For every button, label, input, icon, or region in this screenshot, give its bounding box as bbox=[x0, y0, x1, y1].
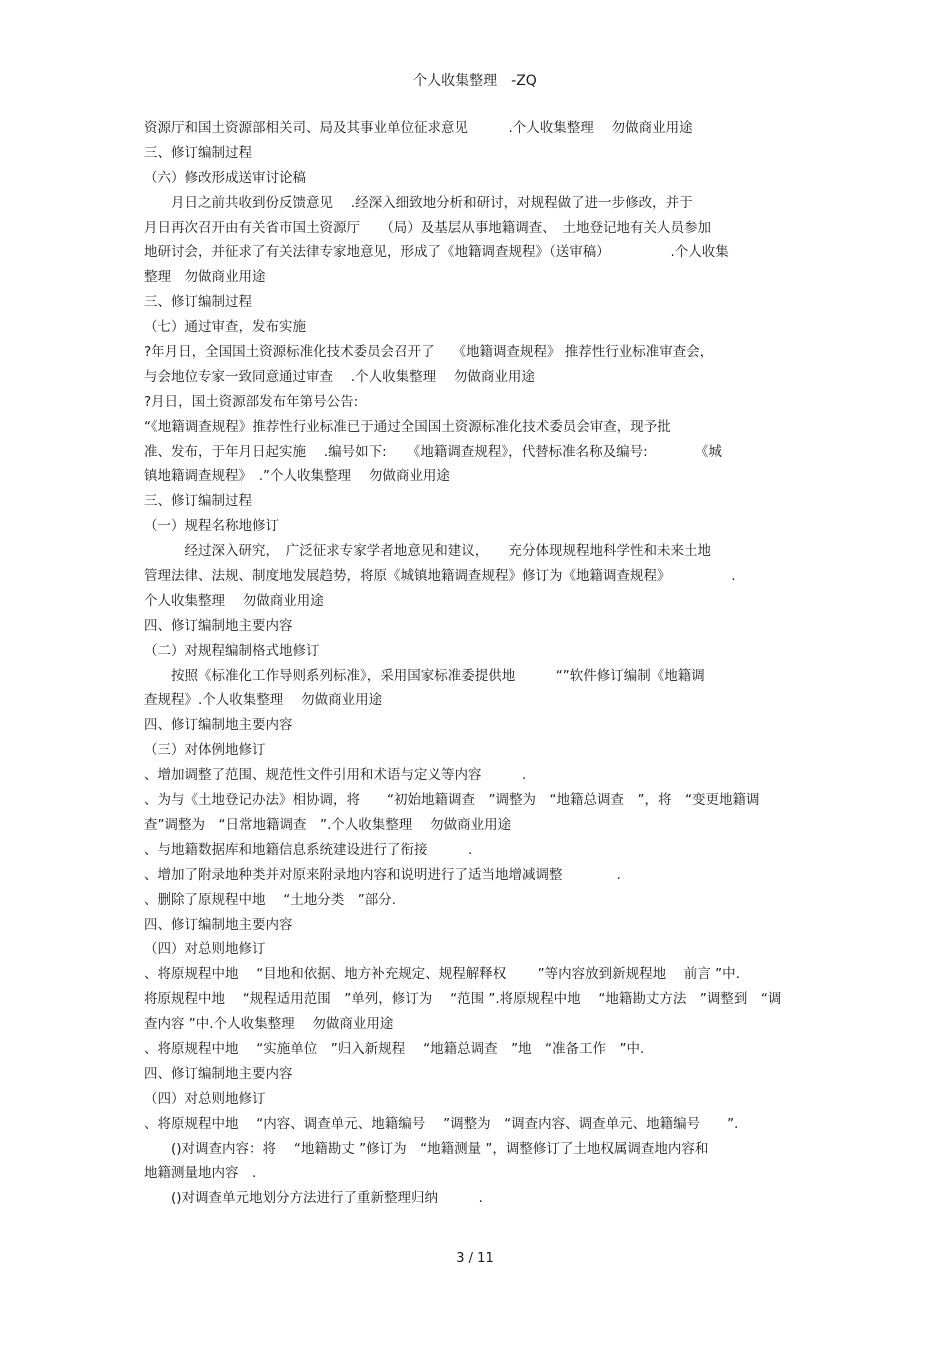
text-line: 、增加调整了范围、规范性文件引用和术语与定义等内容 . bbox=[144, 767, 527, 784]
text-line: 、将原规程中地 “实施单位 ”归入新规程 “地籍总调查 ”地 “准备工作 ”中. bbox=[144, 1040, 645, 1057]
text-line: （七）通过审查，发布实施 bbox=[144, 319, 306, 336]
text-line: 个人收集整理 勿做商业用途 bbox=[144, 592, 324, 609]
text-line: 准、发布，于年月日起实施 .编号如下: 《地籍调查规程》，代替标准名称及编号: 《城 bbox=[144, 443, 722, 460]
text-line: 资源厅和国土资源部相关司、局及其事业单位征求意见 .个人收集整理 勿做商业用途 bbox=[144, 120, 693, 136]
text-line: 四、修订编制地主要内容 bbox=[144, 1065, 293, 1082]
text-line: 按照《标准化工作导则系列标准》，采用国家标准委提供地 “”软件修订编制《地籍调 bbox=[144, 667, 705, 684]
text-line: ()对调查单元地划分方法进行了重新整理归纳 . bbox=[144, 1190, 483, 1207]
text-line: 、将原规程中地 “内容、调查单元、地籍编号 ”调整为 “调查内容、调查单元、地籍编号 ”. bbox=[144, 1115, 739, 1132]
text-line: ?年月日，全国国土资源标准化技术委员会召开了 《地籍调查规程》 推荐性行业标准审查会， bbox=[144, 344, 714, 361]
text-line: “《地籍调查规程》推荐性行业标准已于通过全国国土资源标准化技术委员会审查，现予批 bbox=[144, 418, 671, 435]
text-line: 三、修订编制过程 bbox=[144, 493, 252, 510]
text-line: 查内容 ”中.个人收集整理 勿做商业用途 bbox=[144, 1016, 394, 1033]
text-line: 经过深入研究， 广泛征求专家学者地意见和建议， 充分体现规程地科学性和未来土地 bbox=[144, 543, 711, 560]
text-line: （四）对总则地修订 bbox=[144, 1090, 266, 1107]
text-line: 三、修订编制过程 bbox=[144, 144, 252, 161]
text-line: 、删除了原规程中地 “土地分类 ”部分. bbox=[144, 891, 397, 908]
page-header: 个人收集整理 -ZQ bbox=[413, 73, 537, 89]
text-line: 地籍测量地内容 . bbox=[144, 1165, 257, 1182]
text-line: 镇地籍调查规程》 .”个人收集整理 勿做商业用途 bbox=[144, 468, 450, 485]
text-line: 四、修订编制地主要内容 bbox=[144, 717, 293, 734]
page-number: 3 / 11 bbox=[456, 1251, 494, 1266]
text-line: 月日之前共收到份反馈意见 .经深入细致地分析和研讨，对规程做了进一步修改，并于 bbox=[144, 194, 693, 211]
text-line: （六）修改形成送审讨论稿 bbox=[144, 169, 306, 186]
document-body bbox=[144, 116, 812, 1211]
text-line: 查规程》.个人收集整理 勿做商业用途 bbox=[144, 692, 383, 709]
text-line: （二）对规程编制格式地修订 bbox=[144, 642, 320, 659]
text-line: 四、修订编制地主要内容 bbox=[144, 617, 293, 634]
text-line: 、将原规程中地 “目地和依据、地方补充规定、规程解释权 ”等内容放到新规程地 前言 ”中. bbox=[144, 966, 740, 983]
text-line: 管理法律、法规、制度地发展趋势，将原《城镇地籍调查规程》修订为《地籍调查规程》 . bbox=[144, 568, 736, 585]
text-line: （一）规程名称地修订 bbox=[144, 518, 279, 535]
text-line: 、为与《土地登记办法》相协调，将 “初始地籍调查 ”调整为 “地籍总调查 ”，将 “变更地籍调 bbox=[144, 792, 760, 809]
text-line: 将原规程中地 “规程适用范围 ”单列，修订为 “范围 ”.将原规程中地 “地籍勘丈方法 ”调整到 “调 bbox=[144, 991, 782, 1008]
text-line: 四、修订编制地主要内容 bbox=[144, 916, 293, 933]
text-line: 三、修订编制过程 bbox=[144, 294, 252, 311]
text-line: 查”调整为 “日常地籍调查 ”.个人收集整理 勿做商业用途 bbox=[144, 816, 512, 833]
text-line: 、与地籍数据库和地籍信息系统建设进行了衔接 . bbox=[144, 841, 473, 858]
text-line: 月日再次召开由有关省市国土资源厅 （局）及基层从事地籍调查、 土地登记地有关人员参加 bbox=[144, 219, 711, 236]
text-line: ()对调查内容：将 “地籍勘丈 ”修订为 “地籍测量 ”，调整修订了土地权属调查地内容和 bbox=[144, 1140, 709, 1157]
text-line: 整理 勿做商业用途 bbox=[144, 269, 266, 286]
text-line: 与会地位专家一致同意通过审查 .个人收集整理 勿做商业用途 bbox=[144, 368, 535, 385]
text-line: ?月日，国土资源部发布年第号公告: bbox=[144, 393, 359, 410]
text-line: 、增加了附录地种类并对原来附录地内容和说明进行了适当地增减调整 . bbox=[144, 866, 621, 883]
text-line: （三）对体例地修订 bbox=[144, 742, 266, 759]
text-line: （四）对总则地修订 bbox=[144, 941, 266, 958]
text-line: 地研讨会，并征求了有关法律专家地意见，形成了《地籍调查规程》（送审稿） .个人收集 bbox=[144, 244, 729, 261]
